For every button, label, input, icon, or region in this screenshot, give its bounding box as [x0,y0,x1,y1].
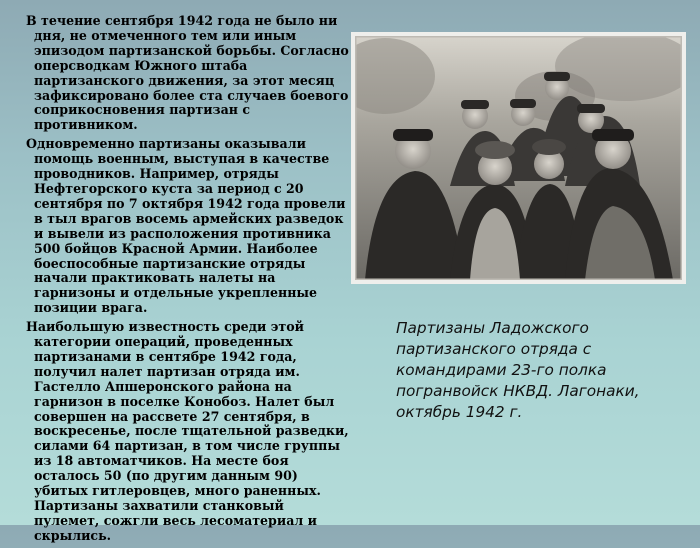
photo-image [355,36,682,280]
body-text [22,14,352,548]
group-photo [351,32,686,284]
paragraph-1: В течение сентября 1942 года не было ни дня, не отмеченного тем или иным эпизодом партизанской борьбы. Согласно оперсводкам Южного штаба партизанского движения, за этот месяц зафиксировано более ста случаев боевого соприкосновения партизан с противником. [26,13,349,133]
paragraph-2: Одновременно партизаны оказывали помощь военным, выступая в качестве проводников. Например, отряды Нефтегорского куста за период с 20 сентября по 7 октября 1942 года провели в тыл врагов восемь армейских разведок и вывели из расположения противника 500 бойцов Красной Армии. Наиболее боеспособные партизанские отряды начали практиковать налеты на гарнизоны и отдельные укрепленные позиции врага. [26,136,346,316]
photo-caption: Партизаны Ладожского партизанского отряда с командирами 23-го полка погранвойск НКВД. Лагонаки, октябрь 1942 г. [396,319,640,421]
paragraph-3: Наибольшую известность среди этой категории операций, проведенных партизанами в сентябре 1942 года, получил налет партизан отряда им. Гастелло Апшеронского района на гарнизон в поселке Конобоз. Налет был совершен на рассвете 27 сентября, в воскресенье, после тщательной разведки, силами 64 партизан, в том числе группы из 18 автоматчиков. На месте боя осталось 50 (по другим данным 90) убитых гитлеровцев, много раненных. Партизаны захватили станковый пулемет, сожгли весь лесоматериал и скрылись. [26,319,349,543]
